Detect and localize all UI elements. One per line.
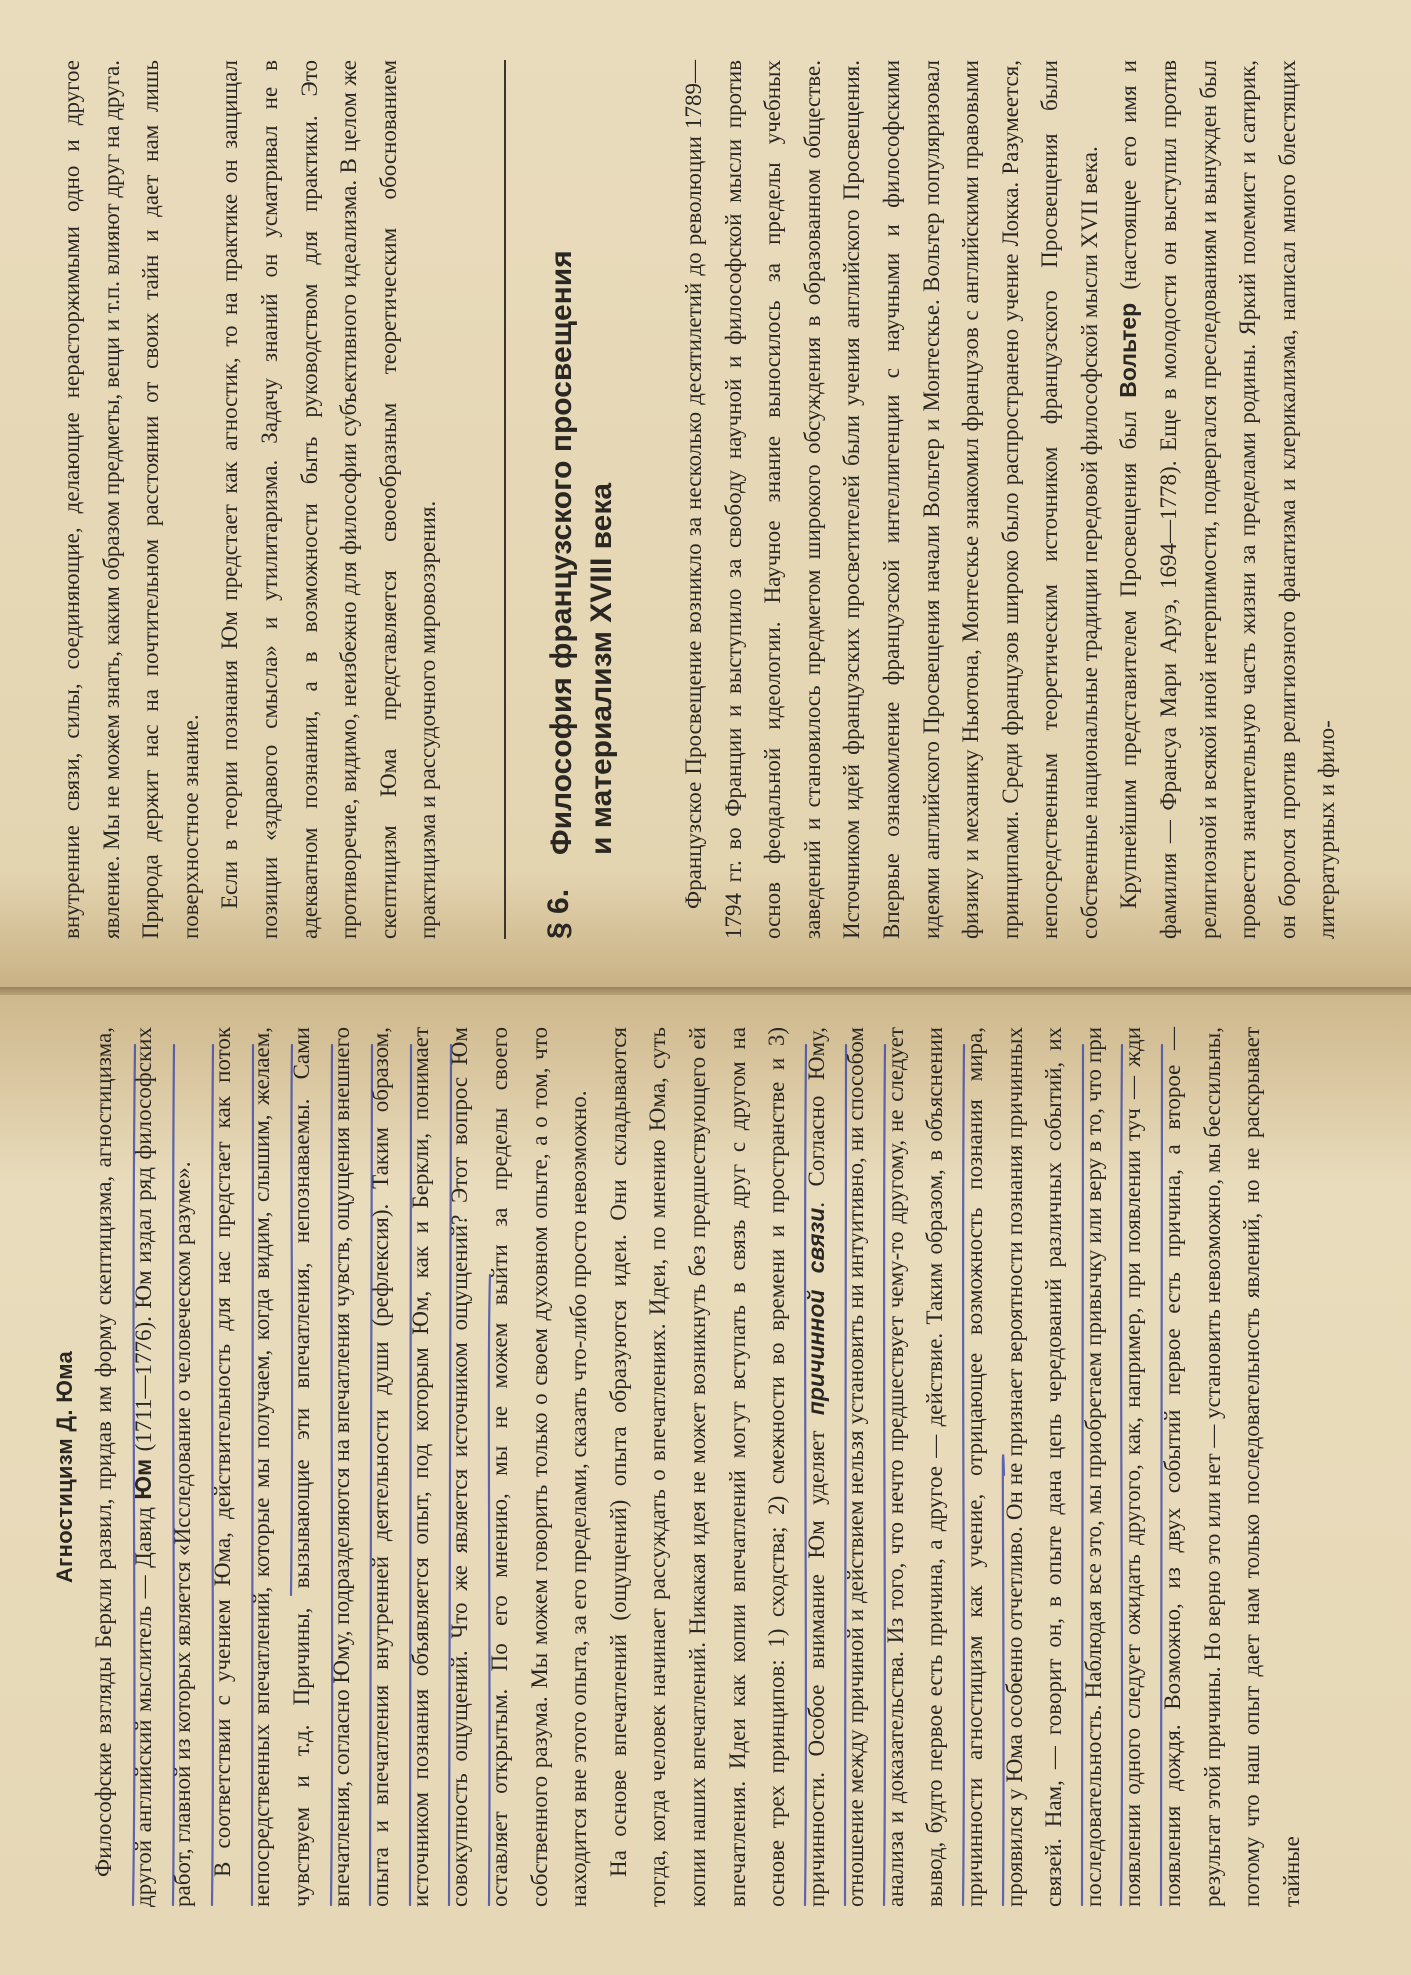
section-heading bbox=[504, 60, 622, 939]
right-page bbox=[0, 0, 1411, 987]
paragraph: На основе впечатлений (ощущений) опыта образуются идеи. Они складываются тогда, когда человек начинает рассуждать о впечатлениях. Идеи, по мнению Юма, суть копии наших впечатлений. Никакая идея не может возникнуть без предшествующего ей впечатления. Идеи как копии впечатлений могут вступать в связь друг с другом на основе трех принципов: 1) сходства; 2) смежности во времени и пространстве и 3) причинности. Особое внимание Юм уделяет причинной связи. Согласно Юму, отношение между причиной и действием нельзя установить ни интуитивно, ни способом анализа и доказательства. Из того, что нечто предшествует чему-то другому, не следует вывод, будто первое есть причина, а другое — действие. Таким образом, в объяснении причинности агностицизм как учение, отрицающее возможность познания мира, проявился у Юма особенно отчетливо. Он не признает вероятности познания причинных связей. Нам, — говорит он, в опыте дана цепь чередований различных событий, их последовательность. Наблюдая все это, мы приобретаем привычку или веру в то, что при появлении одного следует ожидать другого, как, например, при появлении туч — жди появления дождя. Возможно, из двух событий первое есть причина, а второе — результат этой причины. Но верно это или нет — установить невозможно, мы бессильны, потому что наш опыт дает нам только последовательность явлений, но не раскрывает тайные bbox=[605, 1026, 1304, 1907]
paragraph: Если в теории познания Юм предстает как агностик, то на практике он защищал позиции «здравого смысла» и утилитаризма. Задачу знаний он усматривал не в адекватном познании, а в возможности быть руководством для практики. Это противоречие, видимо, неизбежно для философии субъективного идеализма. В целом же скептицизм Юма представляется своеобразным теоретическим обоснованием практицизма и рассудочного мировоззрения. bbox=[217, 60, 441, 939]
paragraph: В соответствии с учением Юма, действительность для нас предстает как поток непосредственных впечатлений, которые мы получаем, когда видим, слышим, желаем, чувствуем и т.д. Причины, вызывающие эти впечатления, непознаваемы. Сами впечатления, согласно Юму, подразделяются на впечатления чувств, ощущения внешнего опыта и впечатления внутренней деятельности души (рефлексия). Таким образом, источником познания объявляется опыт, под которым Юм, как и Беркли, понимает совокупность ощущений. Что же является источником ощущений? Этот вопрос Юм оставляет открытым. По его мнению, мы не можем выйти за пределы своего собственного разума. Мы можем говорить только о своем духовном опыте, а о том, что находится вне этого опыта, за его пределами, сказать что-либо просто невозможно. bbox=[209, 1027, 592, 1907]
paragraph: Крупнейшим представителем Просвещения был Вольтер (настоящее его имя и фамилия — Франсуа Мари Аруэ, 1694—1778). Еще в молодости он выступил против религиозной и всякой иной нетерпимости, подвергался преследованиям и вынужден был провести значительную часть жизни за пределами родины. Яркий полемист и сатирик, он боролся против религиозного фанатизма и клерикализма, написал много блестящих литературных и фило- bbox=[1115, 60, 1340, 939]
running-head: Агностицизм Д. Юма bbox=[52, 1350, 77, 1584]
bold-term: причинной связи bbox=[802, 1207, 829, 1416]
section-number: § 6. bbox=[541, 888, 575, 939]
left-page bbox=[0, 987, 1411, 1975]
paragraph: Философские взгляды Беркли развил, придав им форму скептицизма, агностицизма, другой английский мыслитель — Давид Юм (1711—1776). Юм издал ряд философских работ, главной из которых является «Исследование о человеческом разуме». bbox=[91, 1027, 196, 1907]
paragraph: внутренние связи, силы, соединяющие, делающие нерасторжимыми одно и другое явление. Мы не можем знать, каким образом предметы, вещи и т.п. влияют друг на друга. Природа держит нас на почтительном расстоянии от своих тайн и дает нам лишь поверхностное знание. bbox=[59, 60, 203, 939]
section-title: Философия французского просвещения и материализм XVIII века bbox=[544, 250, 618, 855]
bold-term: Юм bbox=[129, 1458, 156, 1500]
paragraph: Французское Просвещение возникло за несколько десятилетий до революции 1789—1794 гг. во Франции и выступило за свободу научной и философской мысли против основ феодальной идеологии. Научное знание выносилось за пределы учебных заведений и становилось предметом широкого обсуждения в образованном обществе. Источником идей французских просветителей были учения английского Просвещения. Впервые ознакомление французской интеллигенции с научными и философскими идеями английского Просвещения начали Вольтер и Монтескье. Вольтер популяризовал физику и механику Ньютона, Монтескье знакомил французов с английскими правовыми принципами. Среди французов широко было распространено учение Локка. Разумеется, непосредственным теоретическим источником французского Просвещения были собственные национальные традиции передовой философской мысли XVII века. bbox=[680, 60, 1102, 939]
bold-term: Вольтер bbox=[1115, 302, 1142, 398]
